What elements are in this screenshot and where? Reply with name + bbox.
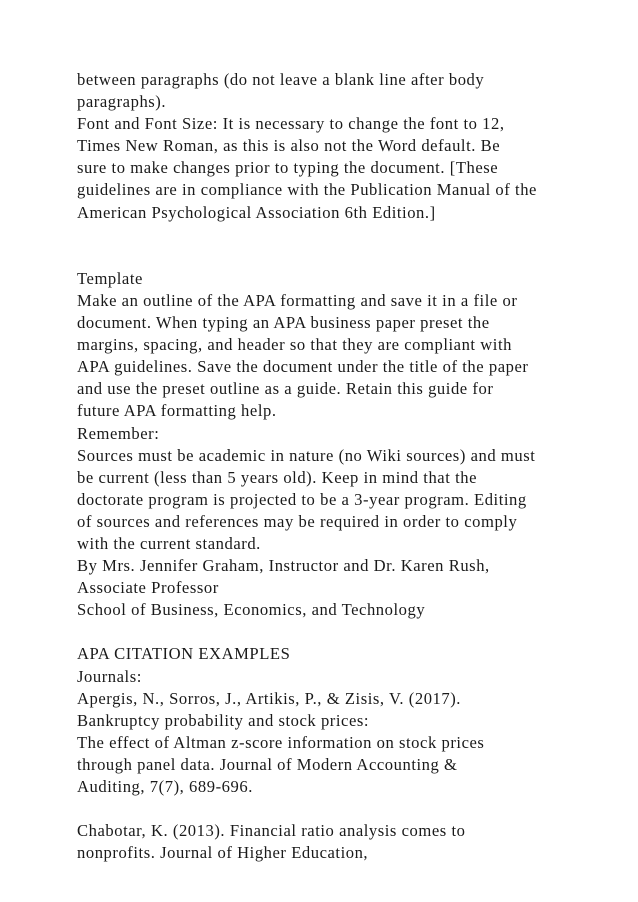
text-line: margins, spacing, and header so that they are compliant with	[77, 335, 512, 355]
document-page	[77, 69, 622, 864]
citation-line: Bankruptcy probability and stock prices:	[77, 710, 370, 730]
citation-line: Chabotar, K. (2013). Financial ratio analysis comes to	[77, 821, 466, 841]
text-line: and use the preset outline as a guide. Retain this guide for	[77, 379, 494, 399]
text-line: of sources and references may be required in order to comply	[77, 511, 518, 531]
author-line: Associate Professor	[77, 578, 219, 598]
citation-line: nonprofits. Journal of Higher Education,	[77, 843, 369, 863]
text-line: American Psychological Association 6th Edition.]	[77, 202, 436, 222]
subheading-journals: Journals:	[77, 666, 142, 686]
text-line: Make an outline of the APA formatting and save it in a file or	[77, 290, 518, 310]
citation-line: Auditing, 7(7), 689-696.	[77, 777, 253, 796]
text-line: Times New Roman, as this is also not the Word default. Be	[77, 136, 501, 156]
citation-line: Apergis, N., Sorros, J., Artikis, P., & Zisis, V. (2017).	[77, 688, 462, 708]
section-heading-remember: Remember:	[77, 423, 160, 443]
section-heading-template: Template	[77, 268, 143, 288]
text-line: Sources must be academic in nature (no Wiki sources) and must	[77, 445, 536, 465]
blank-line	[77, 621, 622, 643]
citation-line: The effect of Altman z-score information on stock prices	[77, 732, 485, 752]
text-line: future APA formatting help.	[77, 401, 277, 421]
text-line: between paragraphs (do not leave a blank line after body	[77, 70, 485, 89]
text-line: Font and Font Size: It is necessary to change the font to 12,	[77, 114, 505, 134]
author-line: School of Business, Economics, and Technology	[77, 600, 426, 620]
text-line: guidelines are in compliance with the Publication Manual of the	[77, 180, 537, 200]
blank-line	[77, 246, 622, 268]
text-line: sure to make changes prior to typing the document. [These	[77, 158, 499, 178]
text-line: doctorate program is projected to be a 3-year program. Editing	[77, 489, 527, 509]
text-line: be current (less than 5 years old). Keep in mind that the	[77, 467, 477, 487]
section-heading-citations: APA CITATION EXAMPLES	[77, 644, 291, 664]
text-line: document. When typing an APA business paper preset the	[77, 313, 490, 333]
text-line: APA guidelines. Save the document under the title of the paper	[77, 357, 529, 377]
author-line: By Mrs. Jennifer Graham, Instructor and Dr. Karen Rush,	[77, 556, 490, 576]
citation-line: through panel data. Journal of Modern Accounting &	[77, 754, 458, 774]
blank-line	[77, 798, 622, 820]
text-line: paragraphs).	[77, 92, 167, 112]
text-line: with the current standard.	[77, 533, 261, 553]
blank-line	[77, 224, 622, 246]
